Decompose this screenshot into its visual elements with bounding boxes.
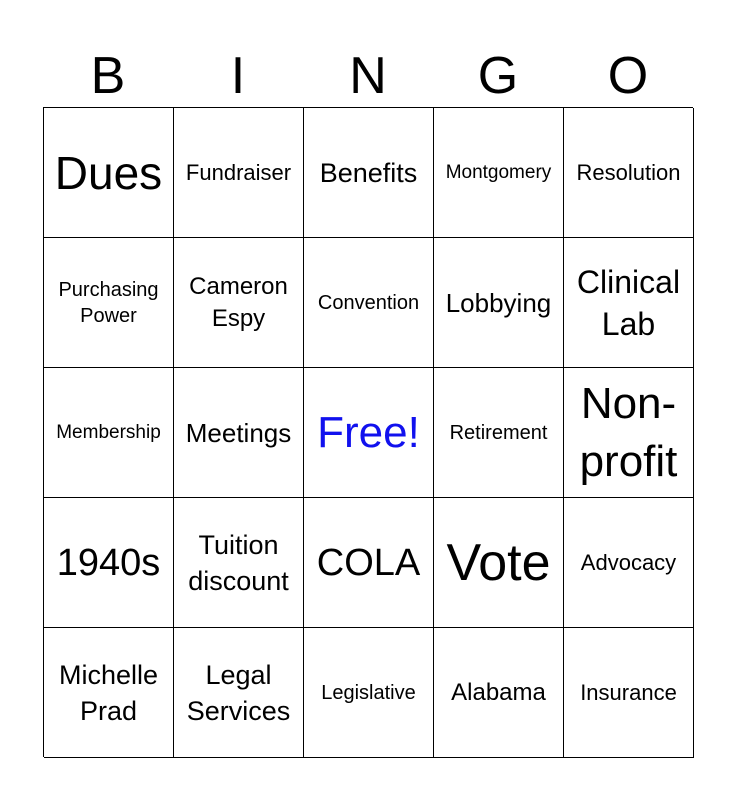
bingo-cell[interactable] [434, 108, 564, 238]
cell-label: Montgomery [445, 161, 552, 183]
header-letter-g: G [477, 47, 519, 105]
cell-label: Dues [54, 146, 163, 199]
bingo-cell[interactable] [434, 628, 564, 758]
cell-label: 1940s [56, 541, 161, 584]
cell-label: Retirement [449, 421, 548, 444]
cell-label: Purchasing Power [58, 278, 159, 327]
bingo-cell[interactable] [44, 108, 174, 238]
bingo-cell[interactable] [174, 368, 304, 498]
bingo-cell[interactable] [564, 108, 694, 238]
cell-label: Benefits [319, 157, 418, 188]
bingo-cell[interactable] [564, 238, 694, 368]
cell-label: Resolution [576, 159, 681, 185]
bingo-header [43, 44, 693, 108]
cell-label: Insurance [580, 679, 677, 705]
bingo-cell[interactable] [304, 108, 434, 238]
cell-label: Non-profit [579, 378, 678, 486]
cell-label: Convention [317, 291, 420, 314]
cell-label: Alabama [451, 678, 546, 706]
cell-label: Legal Services [186, 659, 291, 726]
bingo-board [43, 107, 693, 757]
bingo-cell[interactable] [44, 498, 174, 628]
bingo-cell[interactable] [434, 498, 564, 628]
free-space-label: Free! [317, 407, 420, 457]
header-letter-i: I [230, 47, 246, 105]
bingo-cell[interactable] [174, 238, 304, 368]
bingo-cell[interactable] [44, 368, 174, 498]
cell-label: Meetings [185, 417, 292, 448]
header-letter-b: B [90, 47, 126, 105]
bingo-cell[interactable] [564, 498, 694, 628]
header-letter-o: O [607, 47, 649, 105]
free-space-cell[interactable] [304, 368, 434, 498]
header-letter-n: N [349, 47, 387, 105]
cell-label: COLA [316, 541, 421, 584]
cell-label: Michelle Prad [58, 659, 159, 726]
bingo-cell[interactable] [174, 628, 304, 758]
bingo-cell[interactable] [434, 368, 564, 498]
bingo-cell[interactable] [304, 238, 434, 368]
cell-label: Cameron Espy [189, 272, 288, 332]
bingo-cell[interactable] [304, 498, 434, 628]
cell-label: Clinical Lab [576, 263, 681, 342]
bingo-cell[interactable] [304, 628, 434, 758]
bingo-cell[interactable] [174, 498, 304, 628]
cell-label: Legislative [321, 681, 416, 704]
cell-label: Tuition discount [188, 529, 289, 596]
cell-label: Advocacy [580, 549, 677, 575]
bingo-cell[interactable] [564, 368, 694, 498]
bingo-cell[interactable] [44, 628, 174, 758]
bingo-cell[interactable] [44, 238, 174, 368]
cell-label: Membership [56, 421, 161, 443]
bingo-cell[interactable] [174, 108, 304, 238]
cell-label: Lobbying [445, 287, 552, 318]
bingo-cell[interactable] [434, 238, 564, 368]
bingo-cell[interactable] [564, 628, 694, 758]
cell-label: Vote [446, 533, 551, 592]
cell-label: Fundraiser [185, 159, 292, 185]
